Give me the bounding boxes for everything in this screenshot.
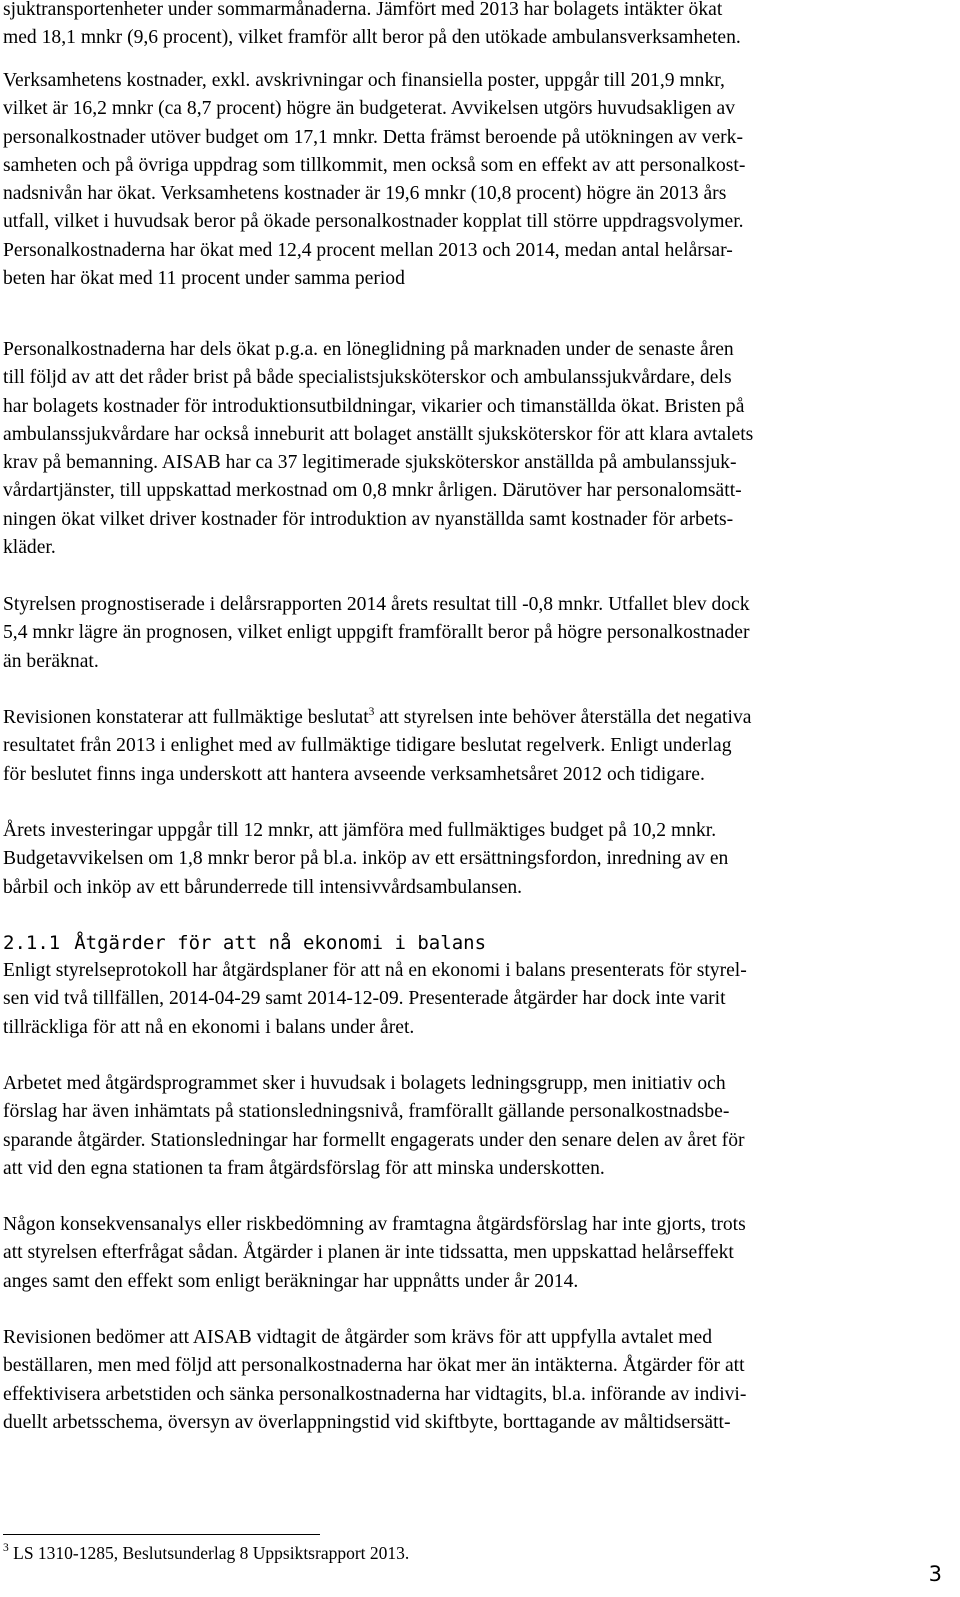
paragraph-6 <box>3 817 938 902</box>
text-line: duellt arbetsschema, översyn av överlappningstid vid skiftbyte, borttagande av måltidsersätt- <box>3 1411 731 1433</box>
footnote-marker: 3 <box>3 1542 9 1554</box>
text-line: sjuktransportenheter under sommarmånaderna. Jämfört med 2013 har bolagets intäkter ökat <box>3 0 723 20</box>
section-title: Åtgärder för att nå ekonomi i balans <box>74 932 487 954</box>
text-line: anges samt den effekt som enligt beräkningar har uppnåtts under år 2014. <box>3 1270 579 1292</box>
text-line: nadsnivån har ökat. Verksamhetens kostnader är 19,6 mnkr (10,8 procent) högre än 2013 års <box>3 183 727 205</box>
text-line: beten har ökat med 11 procent under samma period <box>3 268 405 290</box>
footnote-text: LS 1310-1285, Beslutsunderlag 8 Uppsiktsrapport 2013. <box>8 1543 410 1563</box>
text-line: personalkostnader utöver budget om 17,1 mnkr. Detta främst beroende på utökningen av verk- <box>3 126 743 148</box>
paragraph-3 <box>3 336 938 562</box>
text-line: Årets investeringar uppgår till 12 mnkr, att jämföra med fullmäktiges budget på 10,2 mnkr. <box>3 820 717 841</box>
footnote-separator <box>3 1534 320 1535</box>
text-line: sparande åtgärder. Stationsledningar har formellt engagerats under den senare delen av året för <box>3 1129 745 1151</box>
footnote <box>3 1541 409 1565</box>
text-line: Verksamhetens kostnader, exkl. avskrivningar och finansiella poster, uppgår till 201,9 mnkr, <box>3 70 725 91</box>
text-line: Personalkostnaderna har dels ökat p.g.a. en löneglidning på marknaden under de senaste åren <box>3 339 734 360</box>
text-line: utfall, vilket i huvudsak beror på ökade personalkostnader kopplat till större uppdragsvolymer. <box>3 211 744 233</box>
paragraph-8 <box>3 1070 938 1183</box>
text-line <box>3 704 938 732</box>
text-line: än beräknat. <box>3 650 99 672</box>
text-fragment: att styrelsen inte behöver återställa det negativa <box>374 707 752 728</box>
text-line: Enligt styrelseprotokoll har åtgärdsplaner för att nå en ekonomi i balans presenterats för styrel- <box>3 960 747 981</box>
text-line: förslag har även inhämtats på stationsledningsnivå, framförallt gällande personalkostnadsbe- <box>3 1101 730 1123</box>
text-line: kläder. <box>3 537 56 559</box>
text-line: ambulanssjukvårdare har också inneburit att bolaget anställt sjuksköterskor för att klara avtalets <box>3 423 754 445</box>
text-line: krav på bemanning. AISAB har ca 37 legitimerade sjuksköterskor anställda på ambulanssjuk- <box>3 452 737 474</box>
text-line: sen vid två tillfällen, 2014-04-29 samt 2014-12-09. Presenterade åtgärder har dock inte varit <box>3 988 726 1010</box>
text-fragment: Revisionen konstaterar att fullmäktige beslutat <box>3 707 369 728</box>
page-number: 3 <box>928 1562 942 1586</box>
paragraph-4 <box>3 591 938 676</box>
paragraph-5 <box>3 704 938 789</box>
text-line: effektivisera arbetstiden och sänka personalkostnaderna har vidtagits, bl.a. införande av indivi- <box>3 1383 747 1405</box>
text-line: Styrelsen prognostiserade i delårsrapporten 2014 årets resultat till -0,8 mnkr. Utfallet blev dock <box>3 594 750 615</box>
text-line: Revisionen bedömer att AISAB vidtagit de åtgärder som krävs för att uppfylla avtalet med <box>3 1327 713 1348</box>
text-line: vilket är 16,2 mnkr (ca 8,7 procent) högre än budgeterat. Avvikelsen utgörs huvudsakligen av <box>3 98 736 120</box>
text-line: Någon konsekvensanalys eller riskbedömning av framtagna åtgärdsförslag har inte gjorts, trots <box>3 1214 746 1235</box>
paragraph-9 <box>3 1211 938 1296</box>
text-line: vårdartjänster, till uppskattad merkostnad om 0,8 mnkr årligen. Därutöver har personalomsätt- <box>3 480 742 502</box>
text-line: Budgetavvikelsen om 1,8 mnkr beror på bl.a. inköp av ett ersättningsfordon, inredning av en <box>3 848 729 870</box>
text-line: 5,4 mnkr lägre än prognosen, vilket enligt uppgift framförallt beror på högre personalkostnader <box>3 622 750 644</box>
text-line: att styrelsen efterfrågat sådan. Åtgärder i planen är inte tidssatta, men uppskattad helårseffekt <box>3 1242 734 1264</box>
paragraph-1 <box>3 0 938 53</box>
text-line: bårbil och inköp av ett bårunderrede till intensivvårdsambulansen. <box>3 876 523 898</box>
text-line: att vid den egna stationen ta fram åtgärdsförslag för att minska underskotten. <box>3 1157 605 1179</box>
text-line: ningen ökat vilket driver kostnader för introduktion av nyanställda samt kostnader för arbets- <box>3 508 734 530</box>
text-line: samheten och på övriga uppdrag som tillkommit, men också som en effekt av att personalkost- <box>3 154 746 176</box>
text-line: med 18,1 mnkr (9,6 procent), vilket framför allt beror på den utökade ambulansverksamheten. <box>3 27 741 49</box>
text-line: Personalkostnaderna har ökat med 12,4 procent mellan 2013 och 2014, medan antal helårsar- <box>3 239 733 261</box>
paragraph-7 <box>3 957 938 1042</box>
text-line: tillräckliga för att nå en ekonomi i balans under året. <box>3 1016 415 1038</box>
section-heading <box>3 929 486 957</box>
text-line: beställaren, men med följd att personalkostnaderna har ökat mer än intäkterna. Åtgärder för att <box>3 1355 745 1377</box>
paragraph-10 <box>3 1324 938 1437</box>
text-line: resultatet från 2013 i enlighet med av fullmäktige tidigare beslutat regelverk. Enligt underlag <box>3 735 732 757</box>
footnote-reference[interactable]: 3 <box>368 706 375 718</box>
text-line: har bolagets kostnader för introduktionsutbildningar, vikarier och timanställda ökat. Bristen på <box>3 395 745 417</box>
text-line: för beslutet finns inga underskott att hantera avseende verksamhetsåret 2012 och tidigare. <box>3 763 705 785</box>
text-line: till följd av att det råder brist på både specialistsjuksköterskor och ambulanssjukvårdare, dels <box>3 367 732 389</box>
text-line: Arbetet med åtgärdsprogrammet sker i huvudsak i bolagets ledningsgrupp, men initiativ och <box>3 1073 726 1094</box>
paragraph-2 <box>3 67 938 293</box>
section-number: 2.1.1 <box>3 932 61 954</box>
